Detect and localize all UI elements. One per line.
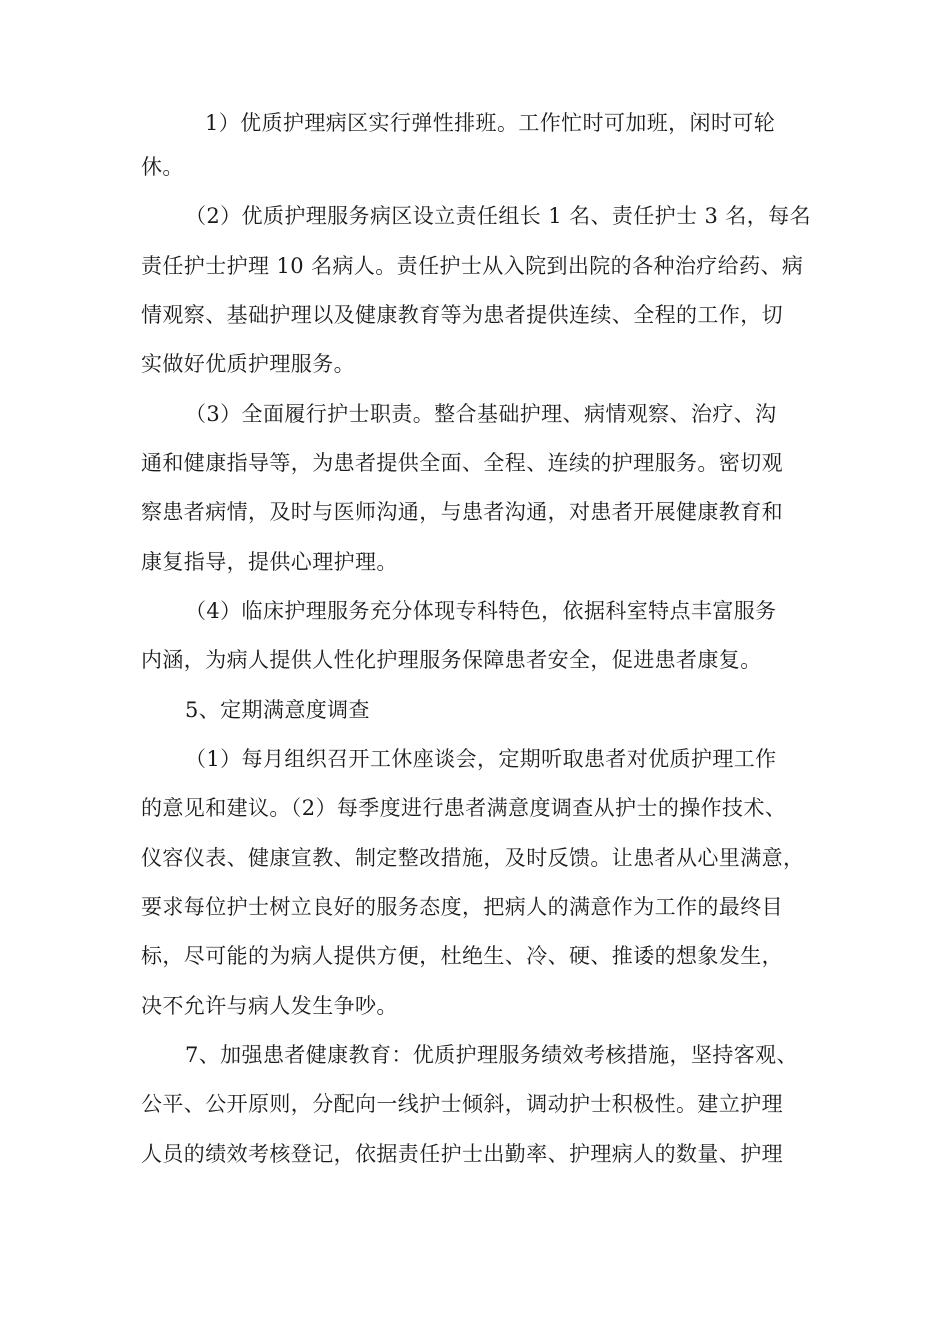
text-line: 休。 (141, 155, 184, 179)
text-line: 1）优质护理病区实行弹性排班。工作忙时可加班，闲时可轮 (205, 111, 776, 135)
text-line: （4）临床护理服务充分体现专科特色，依据科室特点丰富服务 (185, 599, 777, 623)
text-line: 的意见和建议。（2）每季度进行患者满意度调查从护士的操作技术、 (141, 796, 787, 820)
text-line: （2）优质护理服务病区设立责任组长 1 名、责任护士 3 名，每名 (185, 204, 811, 228)
text-line: （1）每月组织召开工休座谈会，定期听取患者对优质护理工作 (185, 747, 777, 771)
text-line: 人员的绩效考核登记，依据责任护士出勤率、护理病人的数量、护理 (141, 1142, 783, 1166)
text-line: 要求每位护士树立良好的服务态度，把病人的满意作为工作的最终目 (141, 895, 783, 919)
text-line: 公平、公开原则，分配向一线护士倾斜，调动护士积极性。建立护理 (141, 1092, 783, 1116)
text-line: 7、加强患者健康教育：优质护理服务绩效考核措施，坚持客观、 (185, 1043, 798, 1067)
text-line: 通和健康指导等，为患者提供全面、全程、连续的护理服务。密切观 (141, 451, 783, 475)
text-line: 内涵，为病人提供人性化护理服务保障患者安全，促进患者康复。 (141, 648, 762, 672)
text-line: 责任护士护理 10 名病人。责任护士从入院到出院的各种治疗给药、病 (141, 254, 804, 278)
text-line: 实做好优质护理服务。 (141, 352, 355, 376)
text-line: 康复指导，提供心理护理。 (141, 550, 398, 574)
text-line: 仪容仪表、健康宣教、制定整改措施，及时反馈。让患者从心里满意， (141, 846, 805, 870)
text-line: （3）全面履行护士职责。整合基础护理、病情观察、治疗、沟 (185, 402, 777, 426)
text-line: 决不允许与病人发生争吵。 (141, 994, 398, 1018)
text-line: 标，尽可能的为病人提供方便，杜绝生、冷、硬、推诿的想象发生， (141, 944, 783, 968)
text-line: 情观察、基础护理以及健康教育等为患者提供连续、全程的工作，切 (141, 303, 783, 327)
text-line: 察患者病情，及时与医师沟通，与患者沟通，对患者开展健康教育和 (141, 500, 783, 524)
section-heading: 5、定期满意度调查 (185, 698, 370, 722)
